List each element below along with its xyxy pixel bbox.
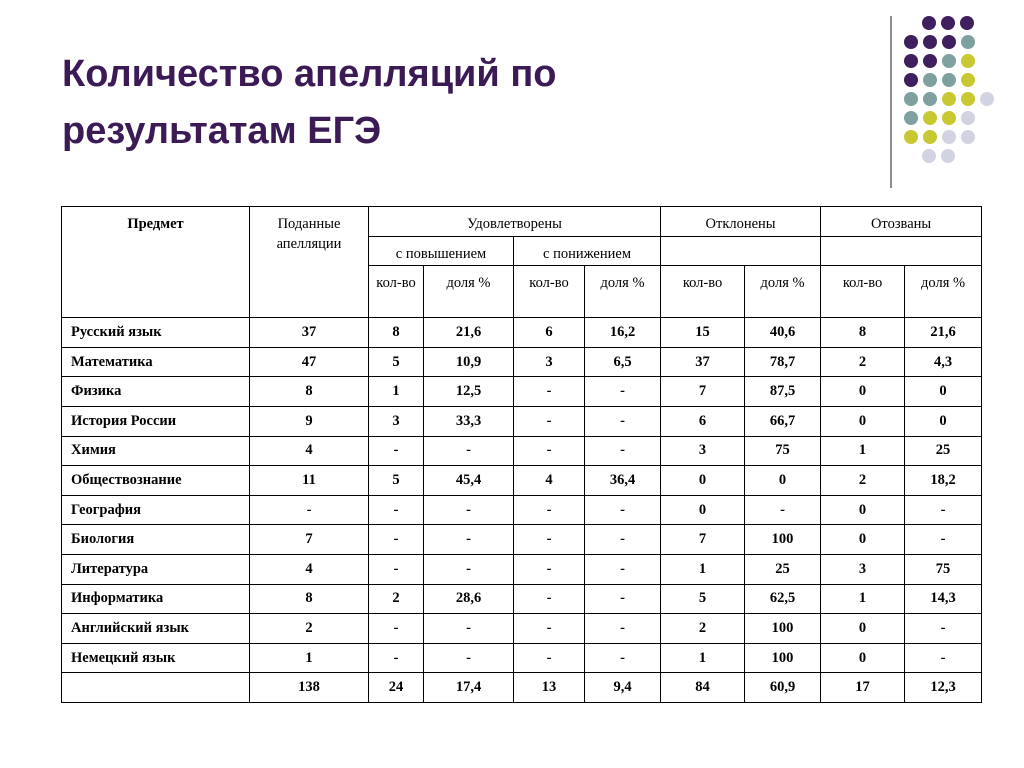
value-cell: 62,5	[745, 584, 821, 614]
value-cell: -	[424, 643, 514, 673]
subject-cell: Английский язык	[62, 614, 250, 644]
value-cell: 21,6	[424, 318, 514, 348]
decorative-dot	[904, 54, 918, 68]
header-subject: Предмет	[62, 207, 250, 318]
decorative-dot	[961, 111, 975, 125]
value-cell: -	[905, 525, 982, 555]
value-cell: 2	[821, 347, 905, 377]
value-cell: 21,6	[905, 318, 982, 348]
value-cell: 1	[821, 584, 905, 614]
header-share: доля %	[905, 266, 982, 318]
value-cell: -	[514, 495, 585, 525]
decorative-dot	[942, 54, 956, 68]
value-cell: 8	[821, 318, 905, 348]
value-cell: 2	[369, 584, 424, 614]
value-cell: 17	[821, 673, 905, 703]
value-cell: 6	[514, 318, 585, 348]
value-cell: 0	[821, 614, 905, 644]
value-cell: 2	[250, 614, 369, 644]
decorative-dot	[961, 54, 975, 68]
subject-cell: История России	[62, 406, 250, 436]
value-cell: -	[585, 643, 661, 673]
table-row	[62, 495, 982, 525]
value-cell: 45,4	[424, 466, 514, 496]
value-cell: 17,4	[424, 673, 514, 703]
value-cell: 4	[250, 554, 369, 584]
value-cell: 14,3	[905, 584, 982, 614]
subject-cell: Русский язык	[62, 318, 250, 348]
subject-cell: Физика	[62, 377, 250, 407]
decorative-dot	[904, 111, 918, 125]
header-rejected: Отклонены	[661, 207, 821, 237]
value-cell: 40,6	[745, 318, 821, 348]
value-cell: -	[585, 495, 661, 525]
decorative-dot	[942, 111, 956, 125]
value-cell: 138	[250, 673, 369, 703]
value-cell: -	[514, 436, 585, 466]
value-cell: 100	[745, 643, 821, 673]
value-cell: -	[585, 525, 661, 555]
decorative-dot	[922, 16, 936, 30]
value-cell: 0	[821, 495, 905, 525]
value-cell: 84	[661, 673, 745, 703]
value-cell: -	[424, 525, 514, 555]
value-cell: 3	[369, 406, 424, 436]
value-cell: 0	[821, 406, 905, 436]
value-cell: 1	[821, 436, 905, 466]
value-cell: 36,4	[585, 466, 661, 496]
value-cell: 7	[661, 525, 745, 555]
decorative-dot	[923, 92, 937, 106]
value-cell: 33,3	[424, 406, 514, 436]
value-cell: 8	[369, 318, 424, 348]
table-row	[62, 466, 982, 496]
value-cell: -	[514, 614, 585, 644]
value-cell: 8	[250, 584, 369, 614]
subject-cell: Биология	[62, 525, 250, 555]
value-cell: 2	[821, 466, 905, 496]
value-cell: -	[905, 614, 982, 644]
value-cell: 4	[250, 436, 369, 466]
value-cell: 4,3	[905, 347, 982, 377]
value-cell: -	[514, 525, 585, 555]
value-cell: -	[585, 554, 661, 584]
appeals-table	[61, 206, 982, 703]
table-row	[62, 347, 982, 377]
table-row	[62, 584, 982, 614]
header-submitted: Поданные апелляции	[250, 207, 369, 318]
slide-title: Количество апелляций по результатам ЕГЭ	[62, 53, 557, 152]
decorative-dot	[923, 130, 937, 144]
decorative-dot	[961, 73, 975, 87]
value-cell: 1	[661, 554, 745, 584]
value-cell: 60,9	[745, 673, 821, 703]
value-cell: -	[585, 584, 661, 614]
decorative-divider	[890, 16, 892, 188]
value-cell: 13	[514, 673, 585, 703]
value-cell: 3	[661, 436, 745, 466]
decorative-dot	[961, 92, 975, 106]
value-cell: -	[514, 584, 585, 614]
header-satisfied: Удовлетворены	[369, 207, 661, 237]
decorative-dot	[941, 149, 955, 163]
value-cell: 18,2	[905, 466, 982, 496]
decorative-dot	[923, 73, 937, 87]
value-cell: -	[250, 495, 369, 525]
value-cell: -	[585, 614, 661, 644]
value-cell: -	[905, 643, 982, 673]
value-cell: 5	[661, 584, 745, 614]
decorative-dot	[961, 35, 975, 49]
decorative-dot	[904, 35, 918, 49]
value-cell: 25	[745, 554, 821, 584]
header-count: кол-во	[514, 266, 585, 318]
value-cell: 28,6	[424, 584, 514, 614]
value-cell: 10,9	[424, 347, 514, 377]
value-cell: 3	[821, 554, 905, 584]
value-cell: 0	[905, 377, 982, 407]
subject-cell: Химия	[62, 436, 250, 466]
subject-cell: Математика	[62, 347, 250, 377]
value-cell: 78,7	[745, 347, 821, 377]
decorative-dot	[923, 35, 937, 49]
value-cell: 11	[250, 466, 369, 496]
value-cell: 87,5	[745, 377, 821, 407]
header-share: доля %	[745, 266, 821, 318]
value-cell: 37	[661, 347, 745, 377]
value-cell: 9,4	[585, 673, 661, 703]
decorative-dot	[942, 92, 956, 106]
value-cell: 15	[661, 318, 745, 348]
decorative-dot	[904, 73, 918, 87]
header-count: кол-во	[821, 266, 905, 318]
value-cell: -	[514, 406, 585, 436]
value-cell: 0	[661, 466, 745, 496]
value-cell: -	[745, 495, 821, 525]
value-cell: 8	[250, 377, 369, 407]
value-cell: 6	[661, 406, 745, 436]
value-cell: -	[514, 554, 585, 584]
value-cell: -	[585, 377, 661, 407]
table-row	[62, 406, 982, 436]
value-cell: 0	[745, 466, 821, 496]
decorative-dot	[961, 130, 975, 144]
value-cell: -	[585, 406, 661, 436]
value-cell: -	[369, 495, 424, 525]
table-row	[62, 525, 982, 555]
table-row	[62, 377, 982, 407]
value-cell: -	[369, 643, 424, 673]
value-cell: -	[424, 614, 514, 644]
value-cell: 9	[250, 406, 369, 436]
value-cell: 12,3	[905, 673, 982, 703]
value-cell: 1	[369, 377, 424, 407]
value-cell: 37	[250, 318, 369, 348]
header-share: доля %	[424, 266, 514, 318]
total-row	[62, 673, 982, 703]
value-cell: 100	[745, 614, 821, 644]
value-cell: -	[369, 436, 424, 466]
value-cell: 7	[661, 377, 745, 407]
value-cell: 0	[821, 643, 905, 673]
value-cell: 16,2	[585, 318, 661, 348]
value-cell: 5	[369, 347, 424, 377]
decorative-dot	[941, 16, 955, 30]
header-rejected-blank	[661, 236, 821, 266]
header-increase: с повышением	[369, 236, 514, 266]
decorative-dot	[942, 130, 956, 144]
value-cell: -	[369, 614, 424, 644]
value-cell: 0	[905, 406, 982, 436]
value-cell: -	[369, 554, 424, 584]
value-cell: -	[905, 495, 982, 525]
header-withdrawn-blank	[821, 236, 982, 266]
value-cell: 75	[745, 436, 821, 466]
subject-cell: Немецкий язык	[62, 643, 250, 673]
header-decrease: с понижением	[514, 236, 661, 266]
decorative-dot	[923, 54, 937, 68]
value-cell: 47	[250, 347, 369, 377]
value-cell: -	[424, 436, 514, 466]
value-cell: 24	[369, 673, 424, 703]
value-cell: 75	[905, 554, 982, 584]
table-row	[62, 614, 982, 644]
value-cell: 7	[250, 525, 369, 555]
subject-cell: Обществознание	[62, 466, 250, 496]
value-cell: 3	[514, 347, 585, 377]
decorative-dot	[904, 92, 918, 106]
value-cell: -	[424, 495, 514, 525]
value-cell: -	[585, 436, 661, 466]
table-row	[62, 643, 982, 673]
decorative-dot	[942, 73, 956, 87]
header-count: кол-во	[661, 266, 745, 318]
table-row	[62, 554, 982, 584]
header-row-1	[62, 207, 982, 237]
decorative-dot	[960, 16, 974, 30]
decorative-dot	[904, 130, 918, 144]
value-cell: 12,5	[424, 377, 514, 407]
value-cell: 100	[745, 525, 821, 555]
value-cell: -	[514, 643, 585, 673]
value-cell: -	[514, 377, 585, 407]
value-cell: 6,5	[585, 347, 661, 377]
header-share: доля %	[585, 266, 661, 318]
value-cell: 4	[514, 466, 585, 496]
decorative-dot	[922, 149, 936, 163]
subject-cell	[62, 673, 250, 703]
table-row	[62, 318, 982, 348]
value-cell: -	[424, 554, 514, 584]
table-row	[62, 436, 982, 466]
value-cell: -	[369, 525, 424, 555]
value-cell: 0	[661, 495, 745, 525]
value-cell: 25	[905, 436, 982, 466]
decorative-dot	[942, 35, 956, 49]
subject-cell: География	[62, 495, 250, 525]
subject-cell: Информатика	[62, 584, 250, 614]
header-withdrawn: Отозваны	[821, 207, 982, 237]
value-cell: 0	[821, 377, 905, 407]
value-cell: 66,7	[745, 406, 821, 436]
value-cell: 0	[821, 525, 905, 555]
subject-cell: Литература	[62, 554, 250, 584]
value-cell: 1	[250, 643, 369, 673]
value-cell: 1	[661, 643, 745, 673]
decorative-dot	[980, 92, 994, 106]
decorative-dot	[923, 111, 937, 125]
value-cell: 2	[661, 614, 745, 644]
value-cell: 5	[369, 466, 424, 496]
header-count: кол-во	[369, 266, 424, 318]
